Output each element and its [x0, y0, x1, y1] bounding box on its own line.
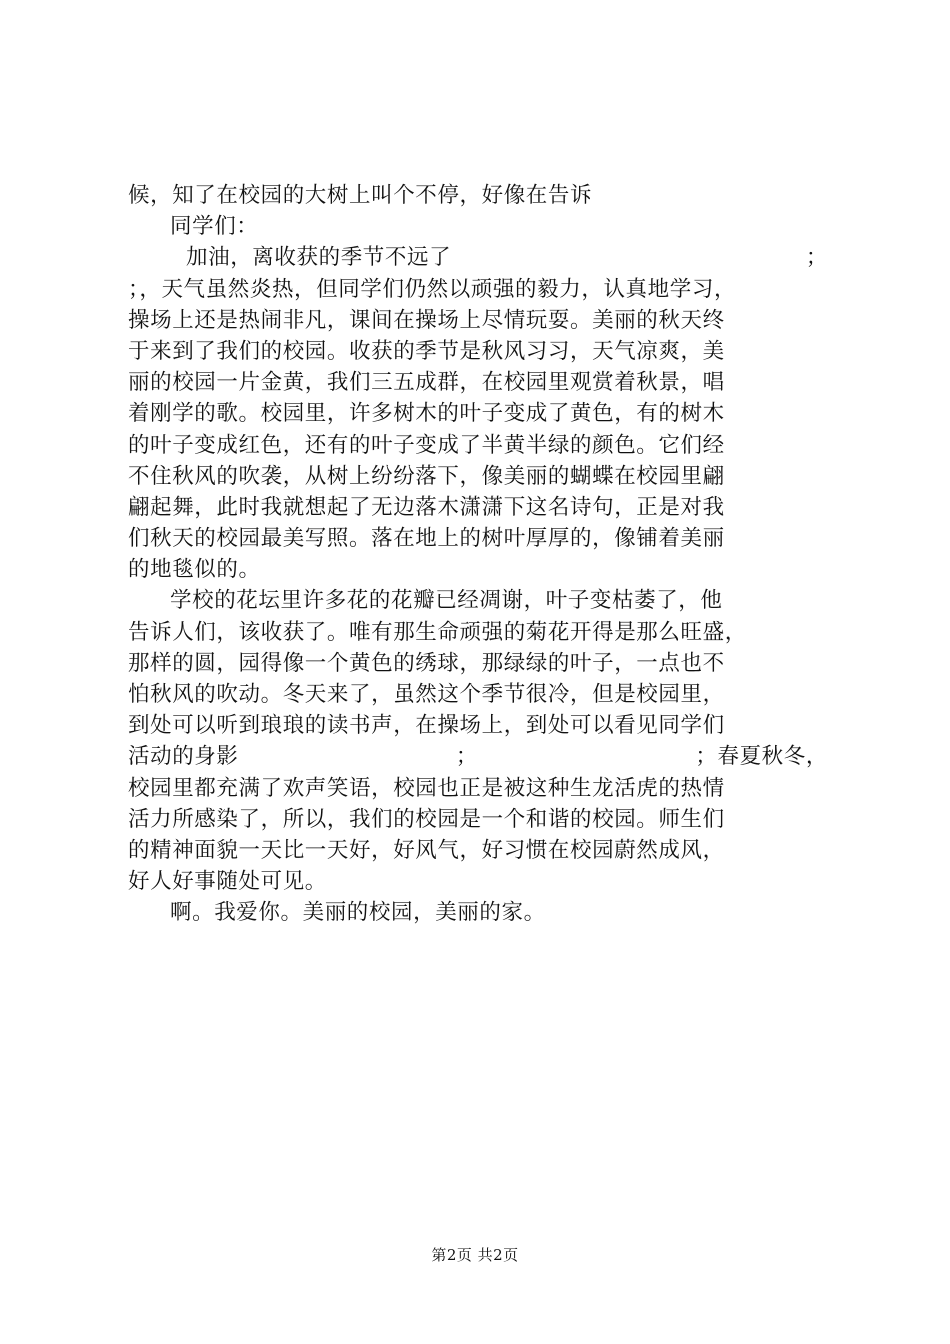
text-line: 候，知了在校园的大树上叫个不停，好像在告诉	[128, 183, 593, 208]
text-line: 于来到了我们的校园。收获的季节是秋风习习，天气凉爽，美	[128, 338, 725, 364]
text-segment: 加油，离收获的季节不远了	[186, 245, 452, 271]
text-line: ；，天气虽然炎热，但同学们仍然以顽强的毅力，认真地学习，	[128, 276, 737, 302]
text-line: 操场上还是热闹非凡，课间在操场上尽情玩耍。美丽的秋天终	[128, 307, 725, 333]
text-line: 好人好事随处可见。	[128, 869, 327, 895]
text-line: 那样的圆，园得像一个黄色的绣球，那绿绿的叶子，一点也不	[128, 650, 725, 676]
text-line: 不住秋风的吹袭，从树上纷纷落下，像美丽的蝴蝶在校园里翩	[128, 463, 725, 489]
text-line: 们秋天的校园最美写照。落在地上的树叶厚厚的，像铺着美丽	[128, 526, 725, 552]
text-line: 翩起舞，此时我就想起了无边落木潇潇下这名诗句，正是对我	[128, 494, 725, 520]
text-line: 啊。我爱你。美丽的校园，美丽的家。	[170, 900, 546, 926]
text-segment: 活动的身影	[128, 744, 239, 770]
text-line: 的叶子变成红色，还有的叶子变成了半黄半绿的颜色。它们经	[128, 432, 725, 458]
text-segment: ；	[805, 245, 828, 271]
text-line: 的精神面貌一天比一天好，好风气，好习惯在校园蔚然成风，	[128, 837, 725, 863]
text-segment: ；	[455, 744, 478, 770]
text-line: 的地毯似的。	[128, 557, 261, 583]
text-line: 怕秋风的吹动。冬天来了，虽然这个季节很冷，但是校园里，	[128, 682, 725, 707]
text-line: 活力所感染了，所以，我们的校园是一个和谐的校园。师生们	[128, 806, 725, 832]
document-body	[128, 180, 828, 929]
text-line: 告诉人们，该收获了。唯有那生命顽强的菊花开得是那么旺盛，	[128, 619, 747, 645]
text-line	[128, 242, 828, 273]
text-line: 同学们：	[170, 214, 259, 240]
text-line: 着刚学的歌。校园里，许多树木的叶子变成了黄色，有的树木	[128, 401, 725, 427]
page-number: 第2页 共2页	[431, 1246, 519, 1264]
text-line	[128, 741, 828, 772]
text-line: 到处可以听到琅琅的读书声，在操场上，到处可以看见同学们	[128, 713, 725, 739]
text-segment: ；春夏秋冬，	[695, 744, 828, 770]
text-line: 校园里都充满了欢声笑语，校园也正是被这种生龙活虎的热情	[128, 775, 725, 801]
text-line: 学校的花坛里许多花的花瓣已经凋谢，叶子变枯萎了，他	[170, 588, 723, 614]
text-line: 丽的校园一片金黄，我们三五成群，在校园里观赏着秋景，唱	[128, 370, 725, 396]
page-footer	[0, 1244, 950, 1265]
